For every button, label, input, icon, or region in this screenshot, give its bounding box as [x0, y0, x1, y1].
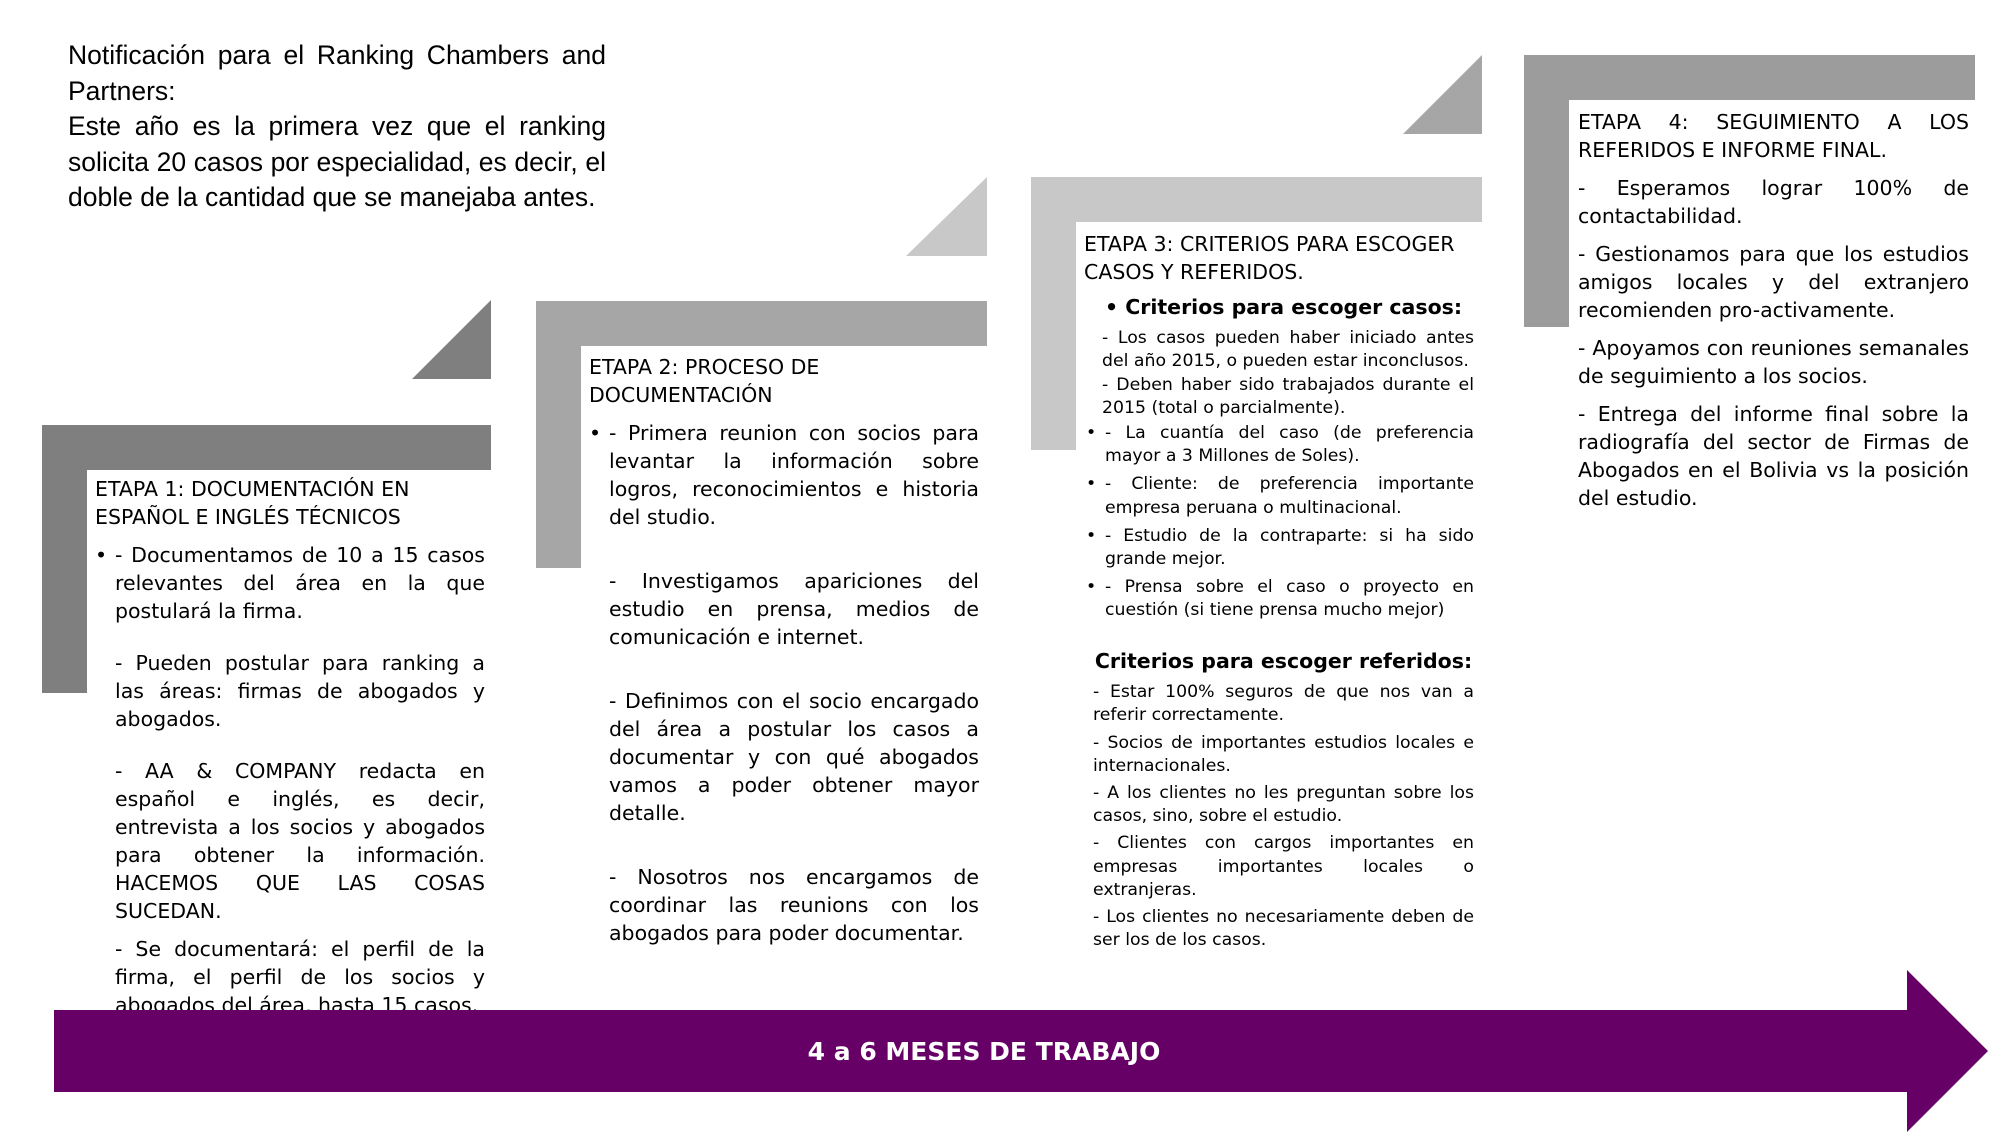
- stage3-case-item: - Los casos pueden haber iniciado antes del año 2015, o pueden estar inconclusos.: [1102, 328, 1474, 372]
- stage3-title: ETAPA 3: CRITERIOS PARA ESCOGER CASOS Y REFERIDOS.: [1084, 232, 1455, 284]
- stage2-item: • - Primera reunion con socios para levantar la información sobre logros, reconocimientos e historia del studio.: [589, 419, 979, 531]
- stage3-case-item: • - La cuantía del caso (de preferencia mayor a 3 Millones de Soles).: [1093, 422, 1474, 468]
- stage4-title: ETAPA 4: SEGUIMIENTO A LOS REFERIDOS E INFORME FINAL.: [1578, 110, 1969, 162]
- stage3-case-item: • - Cliente: de preferencia importante empresa peruana o multinacional.: [1093, 473, 1474, 519]
- stage4-item: - Entrega del informe final sobre la radiografía del sector de Firmas de Abogados en el Bolivia vs la posición del estudio.: [1578, 402, 1969, 510]
- stage3-referral-item: - Los clientes no necesariamente deben de ser los de los casos.: [1093, 907, 1474, 951]
- stage1-item: • - Documentamos de 10 a 15 casos relevantes del área en la que postulará la firma.: [95, 541, 485, 625]
- stage3-referral-item: - A los clientes no les preguntan sobre los casos, sino, sobre el estudio.: [1093, 783, 1474, 827]
- stage2-item: - Nosotros nos encargamos de coordinar las reunions con los abogados para poder documentar.: [609, 865, 979, 945]
- stage3-referral-item: - Estar 100% seguros de que nos van a referir correctamente.: [1093, 682, 1474, 726]
- intro-title: Notificación para el Ranking Chambers and Partners:: [68, 40, 606, 106]
- stage4-item: - Gestionamos para que los estudios amigos locales y del extranjero recomienden pro-activamente.: [1578, 242, 1969, 322]
- stage3-case-item: - Deben haber sido trabajados durante el 2015 (total o parcialmente).: [1102, 374, 1474, 418]
- stage3-referrals-heading: Criterios para escoger referidos:: [1094, 649, 1473, 673]
- stage4-item: - Esperamos lograr 100% de contactabilidad.: [1578, 176, 1969, 228]
- stage3-cases-heading: • Criterios para escoger casos:: [1104, 295, 1463, 319]
- stage2-item: - Definimos con el socio encargado del área a postular los casos a documentar y con qué abogados vamos a poder obtener mayor detalle.: [609, 689, 979, 825]
- stage1-title: ETAPA 1: DOCUMENTACIÓN EN ESPAÑOL E INGLÉS TÉCNICOS: [95, 477, 410, 529]
- stage1-item: - Se documentará: el perfil de la firma, el perfil de los socios y abogados del área, hasta 15 casos.: [115, 937, 485, 1017]
- stage3-referral-item: - Clientes con cargos importantes en empresas importantes locales o extranjeras.: [1093, 833, 1474, 900]
- stage3-case-item: • - Prensa sobre el caso o proyecto en cuestión (si tiene prensa mucho mejor): [1093, 576, 1474, 622]
- stage3-referral-item: - Socios de importantes estudios locales e internacionales.: [1093, 732, 1474, 776]
- stage2-title: ETAPA 2: PROCESO DE DOCUMENTACIÓN: [589, 355, 820, 407]
- stage1-item: - AA & COMPANY redacta en español e inglés, es decir, entrevista a los socios y abogados para obtener la información. HACEMOS QUE LAS COSAS SUCEDAN.: [115, 759, 485, 923]
- stage4-item: - Apoyamos con reuniones semanales de seguimiento a los socios.: [1578, 336, 1969, 388]
- stage2-item: - Investigamos apariciones del estudio en prensa, medios de comunicación e internet.: [609, 569, 979, 649]
- stage3-case-item: • - Estudio de la contraparte: si ha sido grande mejor.: [1093, 525, 1474, 571]
- intro-body: Este año es la primera vez que el ranking solicita 20 casos por especialidad, es decir, el doble de la cantidad que se manejaba antes.: [68, 111, 606, 212]
- stage1-item: - Pueden postular para ranking a las áreas: firmas de abogados y abogados.: [115, 651, 485, 731]
- timeline-label: 4 a 6 MESES DE TRABAJO: [807, 1036, 1161, 1066]
- stage3-cases-heading-text: Criterios para escoger casos:: [1125, 295, 1463, 319]
